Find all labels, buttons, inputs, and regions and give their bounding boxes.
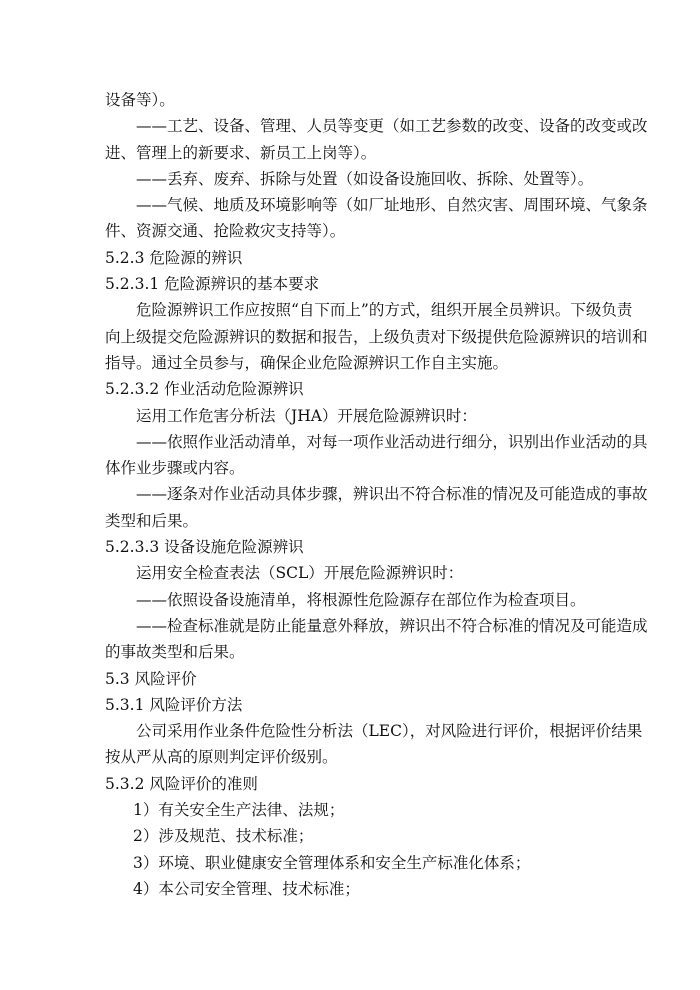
list-item: 4）本公司安全管理、技术标准； xyxy=(133,879,360,898)
section-heading: 5.3.2 风险评价的准则 xyxy=(105,774,258,793)
section-heading: 5.2.3.2 作业活动危险源辨识 xyxy=(105,380,304,399)
text-line: 件、资源交通、抢险救灾支持等）。 xyxy=(105,222,346,241)
text-line: ——依照设备设施清单，将根源性危险源存在部位作为检查项目。 xyxy=(136,590,586,609)
text-line: 公司采用作业条件危险性分析法（LEC），对风险进行评价，根据评价结果 xyxy=(136,722,643,741)
list-item: 3）环境、职业健康安全管理体系和安全生产标准化体系； xyxy=(133,853,531,872)
text-line: 类型和后果。 xyxy=(105,511,199,530)
list-item: 2）涉及规范、技术标准； xyxy=(133,827,314,846)
text-line: 危险源辨识工作应按照“自下而上”的方式，组织开展全员辨识。下级负责 xyxy=(136,301,633,320)
section-heading: 5.3 风险评价 xyxy=(105,669,197,688)
list-item: 1）有关安全生产法律、法规； xyxy=(133,801,345,820)
text-line: ——气候、地质及环境影响等（如厂址地形、自然灾害、周围环境、气象条 xyxy=(136,196,648,215)
text-line: 指导。通过全员参与，确保企业危险源辨识工作自主实施。 xyxy=(105,353,509,372)
section-heading: 5.2.3 危险源的辨识 xyxy=(105,248,243,267)
text-line: 进、管理上的新要求、新员工上岗等）。 xyxy=(105,143,377,162)
section-heading: 5.2.3.3 设备设施危险源辨识 xyxy=(105,538,304,557)
text-line: 的事故类型和后果。 xyxy=(105,643,245,662)
text-line: ——丢弃、废弃、拆除与处置（如设备设施回收、拆除、处置等）。 xyxy=(136,169,594,188)
text-line: 体作业步骤或内容。 xyxy=(105,459,245,478)
text-line: 设备等）。 xyxy=(105,91,175,109)
text-line: 运用工作危害分析法（JHA）开展危险源辨识时： xyxy=(136,406,477,425)
text-line: ——工艺、设备、管理、人员等变更（如工艺参数的改变、设备的改变或改 xyxy=(136,117,648,136)
text-line: 按从严从高的原则判定评价级别。 xyxy=(105,748,338,767)
text-line: 向上级提交危险源辨识的数据和报告，上级负责对下级提供危险源辨识的培训和 xyxy=(105,327,648,346)
text-line: ——检查标准就是防止能量意外释放，辨识出不符合标准的情况及可能造成 xyxy=(136,616,648,635)
section-heading: 5.2.3.1 危险源辨识的基本要求 xyxy=(105,275,320,294)
text-line: ——依照作业活动清单，对每一项作业活动进行细分，识别出作业活动的具 xyxy=(136,432,648,451)
text-line: 运用安全检查表法（SCL）开展危险源辨识时： xyxy=(136,564,464,583)
section-heading: 5.3.1 风险评价方法 xyxy=(105,695,243,714)
text-line: ——逐条对作业活动具体步骤，辨识出不符合标准的情况及可能造成的事故 xyxy=(136,485,648,504)
document-page xyxy=(105,87,648,902)
